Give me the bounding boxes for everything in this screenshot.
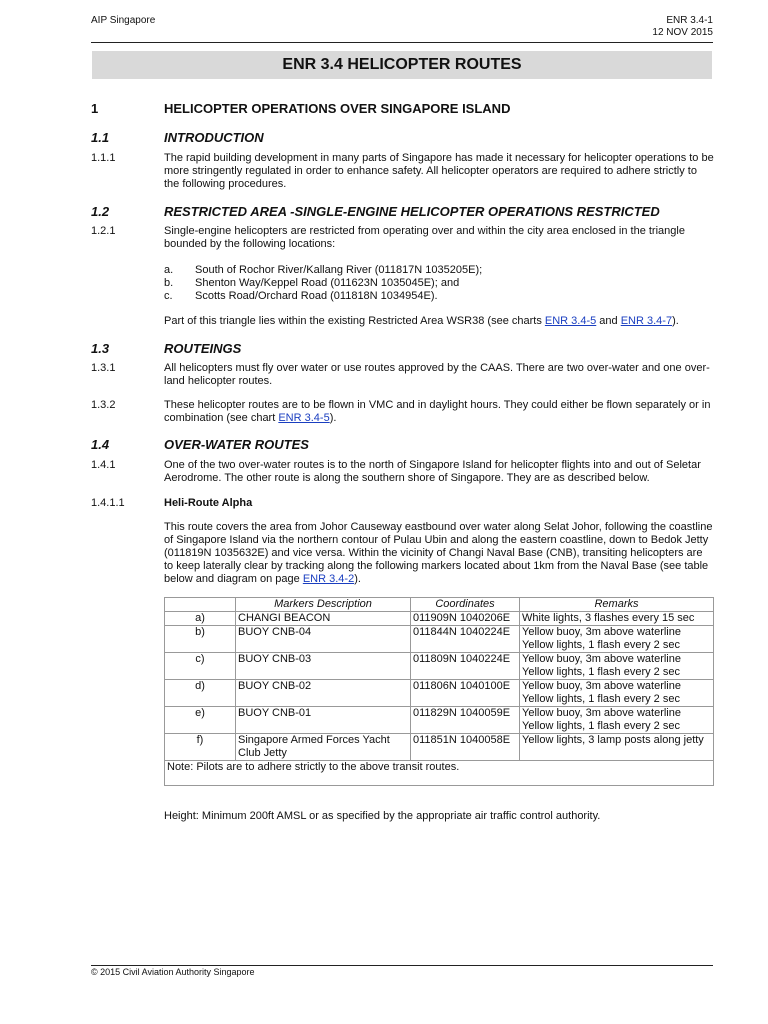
- markers-table: [164, 597, 714, 786]
- marker-description: BUOY CNB-03: [236, 653, 411, 680]
- marker-description: BUOY CNB-04: [236, 626, 411, 653]
- table-header: Remarks: [520, 598, 714, 612]
- para-text: Part of this triangle lies within the existing Restricted Area WSR38 (see charts: [164, 315, 545, 327]
- table-header: Markers Description: [236, 598, 411, 612]
- marker-id: c): [165, 653, 236, 680]
- footer-divider: [91, 965, 713, 966]
- remark-line: Yellow buoy, 3m above waterline: [522, 680, 681, 692]
- section-1-2-number: 1.2: [91, 204, 110, 219]
- marker-description: Singapore Armed Forces Yacht Club Jetty: [236, 734, 411, 761]
- para-1-3-2-text: [164, 399, 714, 425]
- heli-route-alpha-title: Heli-Route Alpha: [164, 497, 253, 509]
- section-1-4-title: OVER-WATER ROUTES: [164, 437, 309, 452]
- table-row: [165, 653, 714, 680]
- table-row: [165, 680, 714, 707]
- remark-line: Yellow buoy, 3m above waterline: [522, 626, 681, 638]
- marker-id: e): [165, 707, 236, 734]
- para-1-1-1-text: The rapid building development in many parts of Singapore has made it necessary for helicopter operations to be more stringently regulated in order to enhance safety. All helicopter operators are required to adhere strictly to the following procedures.: [164, 152, 714, 190]
- marker-remarks: [520, 707, 714, 734]
- para-1-2-1-number: 1.2.1: [91, 225, 116, 237]
- table-note: Note: Pilots are to adhere strictly to the above transit routes.: [165, 761, 714, 786]
- marker-coordinates: 011851N 1040058E: [411, 734, 520, 761]
- para-1-2-restricted-area: [164, 315, 714, 328]
- para-1-3-2-number: 1.3.2: [91, 399, 116, 411]
- para-1-1-1-number: 1.1.1: [91, 152, 116, 164]
- section-1-4-number: 1.4: [91, 437, 110, 452]
- remark-line: White lights, 3 flashes every 15 sec: [522, 612, 695, 624]
- page-title: ENR 3.4 HELICOPTER ROUTES: [92, 51, 712, 79]
- header-page-ref: ENR 3.4-1: [666, 15, 713, 26]
- para-text: These helicopter routes are to be flown in VMC and in daylight hours. They could either be flown separately or in combination (see chart: [164, 399, 711, 424]
- chart-link-enr-3-4-7[interactable]: ENR 3.4-7: [620, 315, 673, 327]
- section-1-1-number: 1.1: [91, 130, 110, 145]
- list-item-text: Shenton Way/Keppel Road (011623N 1035045E); and: [195, 277, 460, 289]
- table-row: [165, 626, 714, 653]
- table-header-row: [165, 598, 714, 612]
- para-text: This route covers the area from Johor Causeway eastbound over water along Selat Johor, following the coastline of Singapore Island via the northern contour of Pulau Ubin and along the eastern coastline, down to Bedok Jetty (011819N 1035632E) and vice versa. Within the vicinity of Changi Naval Base (CNB), transiting helicopters are to keep laterally clear by tracking along the following markers located about 1km from the Naval Base (see table below and diagram on page: [164, 521, 713, 585]
- marker-id: d): [165, 680, 236, 707]
- para-1-3-1-text: All helicopters must fly over water or use routes approved by the CAAS. There are two over-water and one over-land helicopter routes.: [164, 362, 710, 387]
- height-requirement: Height: Minimum 200ft AMSL or as specified by the appropriate air traffic control authority.: [164, 810, 601, 822]
- list-item-label: b.: [164, 277, 174, 289]
- marker-coordinates: 011809N 1040224E: [411, 653, 520, 680]
- para-1-3-1-number: 1.3.1: [91, 362, 116, 374]
- section-1-2-title: RESTRICTED AREA -SINGLE-ENGINE HELICOPTER OPERATIONS RESTRICTED: [164, 204, 660, 219]
- marker-remarks: [520, 734, 714, 761]
- para-text: and: [596, 315, 621, 327]
- list-item-text: South of Rochor River/Kallang River (011817N 1035205E);: [195, 264, 483, 276]
- para-text: ).: [354, 573, 361, 585]
- para-1-4-1-number: 1.4.1: [91, 459, 116, 471]
- marker-id: a): [165, 612, 236, 626]
- section-1-3-number: 1.3: [91, 341, 110, 356]
- marker-remarks: [520, 626, 714, 653]
- marker-coordinates: 011829N 1040059E: [411, 707, 520, 734]
- header-publication: AIP Singapore: [91, 15, 156, 26]
- marker-remarks: [520, 653, 714, 680]
- table-row: [165, 734, 714, 761]
- remark-line: Yellow buoy, 3m above waterline: [522, 707, 681, 719]
- table-note-row: [165, 761, 714, 786]
- list-item-text: Scotts Road/Orchard Road (011818N 1034954E).: [195, 290, 438, 302]
- chart-link-enr-3-4-5[interactable]: ENR 3.4-5: [544, 315, 597, 327]
- remark-line: Yellow lights, 1 flash every 2 sec: [522, 720, 680, 732]
- header-page-info: [652, 15, 713, 39]
- marker-description: CHANGI BEACON: [236, 612, 411, 626]
- marker-coordinates: 011909N 1040206E: [411, 612, 520, 626]
- chart-link-enr-3-4-5[interactable]: ENR 3.4-5: [278, 412, 330, 424]
- marker-id: f): [165, 734, 236, 761]
- table-header: [165, 598, 236, 612]
- marker-remarks: [520, 680, 714, 707]
- table-row: [165, 612, 714, 626]
- marker-description: BUOY CNB-02: [236, 680, 411, 707]
- marker-id: b): [165, 626, 236, 653]
- section-1-1-title: INTRODUCTION: [164, 130, 264, 145]
- para-text: ).: [672, 315, 679, 327]
- para-1-4-1-1-number: 1.4.1.1: [91, 497, 125, 509]
- header-divider: [91, 42, 713, 43]
- list-item-label: c.: [164, 290, 173, 302]
- remark-line: Yellow lights, 3 lamp posts along jetty: [522, 734, 704, 746]
- marker-description: BUOY CNB-01: [236, 707, 411, 734]
- section-1-number: 1: [91, 101, 99, 116]
- para-1-4-1-text: One of the two over-water routes is to the north of Singapore Island for helicopter flights into and out of Seletar Aerodrome. The other route is along the southern shore of Singapore. They are as described below.: [164, 459, 701, 484]
- table-row: [165, 707, 714, 734]
- para-1-2-1-text: Single-engine helicopters are restricted from operating over and within the city area enclosed in the triangle bounded by the following locations:: [164, 225, 685, 250]
- section-1-title: HELICOPTER OPERATIONS OVER SINGAPORE ISLAND: [164, 101, 511, 116]
- list-item-label: a.: [164, 264, 174, 276]
- remark-line: Yellow lights, 1 flash every 2 sec: [522, 639, 680, 651]
- para-text: ).: [329, 412, 337, 424]
- table-header: Coordinates: [411, 598, 520, 612]
- footer-copyright: © 2015 Civil Aviation Authority Singapore: [91, 967, 255, 977]
- section-1-3-title: ROUTEINGS: [164, 341, 242, 356]
- heli-route-alpha-text: [164, 521, 714, 586]
- header-date: 12 NOV 2015: [652, 27, 713, 38]
- page-link-enr-3-4-2[interactable]: ENR 3.4-2: [302, 573, 355, 585]
- marker-coordinates: 011806N 1040100E: [411, 680, 520, 707]
- marker-coordinates: 011844N 1040224E: [411, 626, 520, 653]
- marker-remarks: [520, 612, 714, 626]
- remark-line: Yellow lights, 1 flash every 2 sec: [522, 693, 680, 705]
- remark-line: Yellow buoy, 3m above waterline: [522, 653, 681, 665]
- remark-line: Yellow lights, 1 flash every 2 sec: [522, 666, 680, 678]
